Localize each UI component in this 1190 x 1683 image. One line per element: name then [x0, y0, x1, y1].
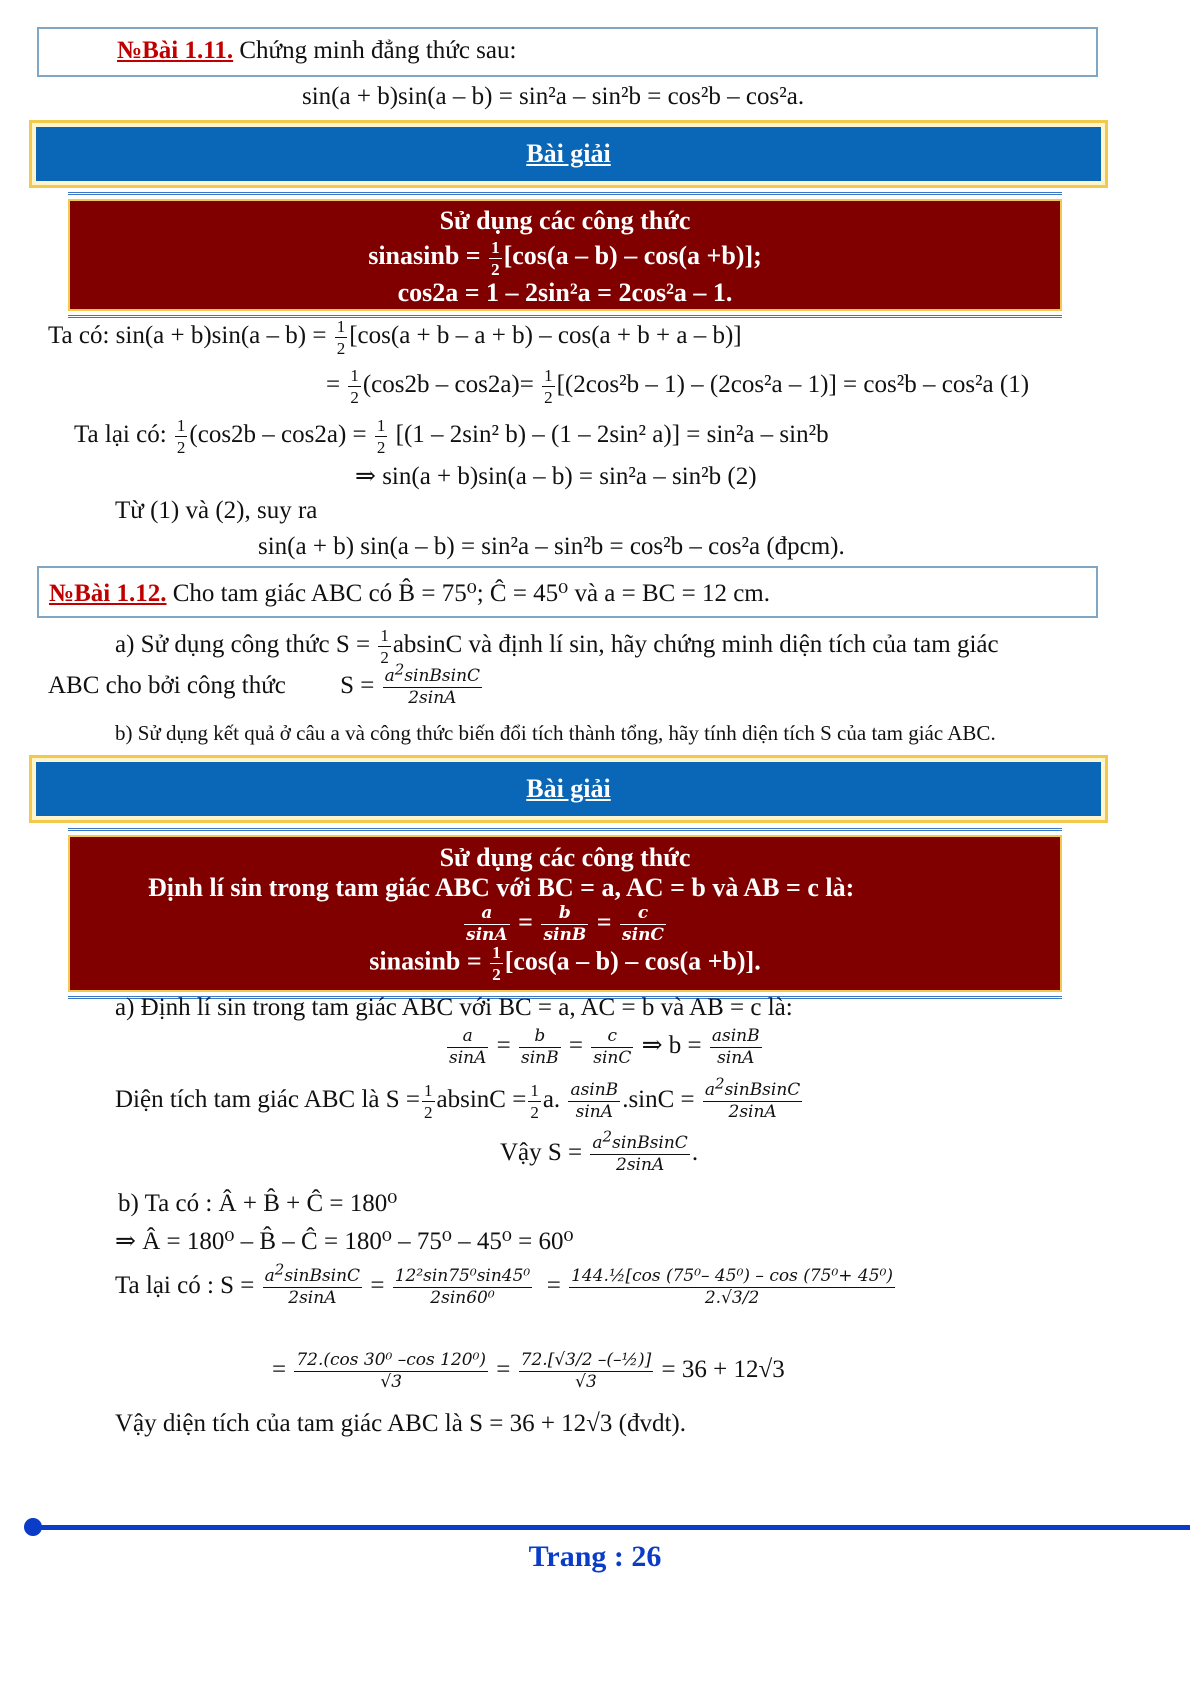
problem-prompt: Chứng minh đẳng thức sau:	[239, 37, 517, 64]
sol112-a2: $\frac{a}{\sin A}$ = $\frac{b}{\sin B}$ = $\frac{c}{\sin C}$ ⇒ b = $\frac{asinB}{\sin A}$	[449, 1026, 760, 1068]
part-a2-left: ABC cho bởi công thức	[48, 672, 286, 700]
area-step1: absinC =	[436, 1086, 527, 1114]
sol111-line2-right: [(2cos²b – 1) – (2cos²a – 1)] = cos²b – cos²a (1)	[556, 371, 1030, 399]
b4-den: √3	[575, 1372, 597, 1392]
problem-1-12-box	[37, 566, 1098, 618]
sol111-line5: Từ (1) và (2), suy ra	[115, 497, 318, 524]
sol112-b2: ⇒ Â = 180⁰ – B̂ – Ĉ = 180⁰ – 75⁰ – 45⁰ = 60⁰	[115, 1228, 574, 1255]
fraction-half: $\frac{1}{2}$	[376, 416, 386, 457]
sol112-b4: = $\frac{\text{72.(cos 30⁰ –cos 120⁰)}}{√3}$ = $\frac{\text{72.[√3/2 –(–½)]}}{√3}$ = 36 + 12√3	[272, 1350, 785, 1392]
sol111-line3-mid: (cos2b – cos2a) =	[189, 421, 367, 449]
b3-den2: 2sin60⁰	[430, 1288, 495, 1308]
solution-banner	[29, 755, 1108, 823]
sol111-line2-mid: (cos2b – cos2a)=	[362, 371, 534, 399]
area-formula-fraction: $\frac{a^2sinBsinC}{2\sin A}$	[384, 660, 481, 708]
b4-num2: 72.[√3/2 –(–½)]	[520, 1350, 652, 1370]
sol112-a1: a) Định lí sin trong tam giác ABC với BC = a, AC = b và AB = c là:	[115, 994, 793, 1021]
formula-box	[68, 828, 1062, 999]
sol112-b5: Vậy diện tích của tam giác ABC là S = 36 + 12√3 (đvdt).	[115, 1410, 686, 1437]
fraction-half: $\frac{1}{2}$	[380, 626, 389, 667]
formula-heading: Sử dụng các công thức	[439, 843, 691, 872]
identity-line: sin(a + b)sin(a – b) = sin²a – sin²b = cos²b – cos²a.	[302, 83, 805, 110]
page-number: Trang : 26	[528, 1540, 662, 1573]
formula-product-right: [cos(a – b) – cos(a +b)].	[504, 946, 761, 976]
formula-sine-law-text: Định lí sin trong tam giác ABC với BC = a, AC = b và AB = c là:	[148, 873, 855, 902]
sol112-a4: Vậy S = $\frac{a^2sinBsinC}{2\sin A}$ .	[500, 1127, 699, 1175]
solution-title: Bài giải	[526, 774, 611, 803]
area-label: Diện tích tam giác ABC là S =	[115, 1086, 421, 1114]
formula-product-left: sinasinb =	[368, 241, 481, 270]
fraction-half: $\frac{1}{2}$	[544, 366, 553, 407]
sol111-line6: sin(a + b) sin(a – b) = sin²a – sin²b = cos²b – cos²a (đpcm).	[258, 533, 845, 560]
part-a2-s: S =	[340, 672, 375, 700]
sol112-b1: b) Ta có : Â + B̂ + Ĉ = 180⁰	[118, 1190, 398, 1217]
formula-double-angle: cos2a = 1 – 2sin²a = 2cos²a – 1.	[397, 277, 733, 307]
formula-heading: Sử dụng các công thức	[439, 206, 691, 235]
solution-banner	[29, 120, 1108, 188]
formula-product-right: [cos(a – b) – cos(a +b)];	[503, 241, 762, 270]
sol111-line2-eq: =	[326, 371, 341, 399]
sol111-line3-left: Ta lại có:	[74, 421, 167, 449]
problem-number: №Bài 1.12.	[49, 580, 167, 607]
fraction-half: $\frac{1}{2}$	[492, 943, 501, 984]
part-a-right: absinC và định lí sin, hãy chứng minh diện tích của tam giác	[392, 631, 999, 659]
fraction-half: $\frac{1}{2}$	[491, 237, 500, 279]
area-step2: a.	[542, 1086, 561, 1114]
footer-rule	[30, 1525, 1190, 1530]
b4-num1: 72.(cos 30⁰ –cos 120⁰)	[296, 1350, 487, 1370]
sol111-line4: ⇒ sin(a + b)sin(a – b) = sin²a – sin²b (2)	[355, 463, 757, 490]
part-a-left: a) Sử dụng công thức S =	[115, 631, 371, 659]
b3-den3: 2.√3/2	[704, 1288, 760, 1308]
fraction-half: $\frac{1}{2}$	[336, 317, 346, 358]
b3-num3: 144.½[cos (75⁰– 45⁰) – cos (75⁰+ 45⁰)	[571, 1266, 894, 1286]
fraction-half: $\frac{1}{2}$	[176, 416, 186, 457]
formula-product-left: sinasinb =	[369, 946, 482, 976]
sol111-line1-right: [cos(a + b – a + b) – cos(a + b + a – b)]	[349, 322, 742, 350]
sol112-b3: Ta lại có : S = $\frac{a^2sinBsinC}{2\sin A}$ = $\frac{\text{12²sin75⁰sin45⁰}}{\text{2sin60⁰}}$ = $\frac{\text{144.½[cos (75⁰– 45⁰) – cos (75⁰+ 45⁰)}}{2.√3/2}$	[115, 1260, 894, 1308]
b3-num2: 12²sin75⁰sin45⁰	[394, 1266, 531, 1286]
part-b: b) Sử dụng kết quả ở câu a và công thức biến đổi tích thành tổng, hãy tính diện tích S của tam giác ABC.	[115, 721, 996, 745]
sol111-line3-right: [(1 – 2sin² b) – (1 – 2sin² a)] = sin²a – sin²b	[395, 421, 829, 449]
problem-number: №Bài 1.11.	[117, 37, 234, 64]
formula-sine-law-ratios: $\frac{a}{\sin A}$ = $\frac{b}{\sin B}$ = $\frac{c}{\sin C}$	[466, 903, 664, 945]
fraction-half: $\frac{1}{2}$	[350, 366, 359, 407]
problem-prompt: Cho tam giác ABC có B̂ = 75⁰; Ĉ = 45⁰ và a = BC = 12 cm.	[172, 580, 770, 607]
b4-den: √3	[380, 1372, 403, 1392]
problem-1-11-box	[37, 27, 1098, 77]
implies-b: ⇒ b =	[641, 1032, 702, 1060]
sol112-a3: Diện tích tam giác ABC là S = $\frac{1}{2}$ absinC = $\frac{1}{2}$ a. $\frac{asinB}{\sin A}$ .sinC = $\frac{a^2sinBsinC}{2\sin A}$	[115, 1074, 801, 1122]
b4-result: = 36 + 12√3	[661, 1356, 785, 1384]
solution-title: Bài giải	[526, 139, 611, 168]
area-step3: .sinC =	[622, 1086, 695, 1114]
conclusion-label: Vậy S =	[500, 1139, 583, 1167]
sol111-line1-left: Ta có: sin(a + b)sin(a – b) =	[48, 322, 327, 350]
formula-box	[68, 192, 1062, 318]
b3-label: Ta lại có : S =	[115, 1272, 255, 1300]
